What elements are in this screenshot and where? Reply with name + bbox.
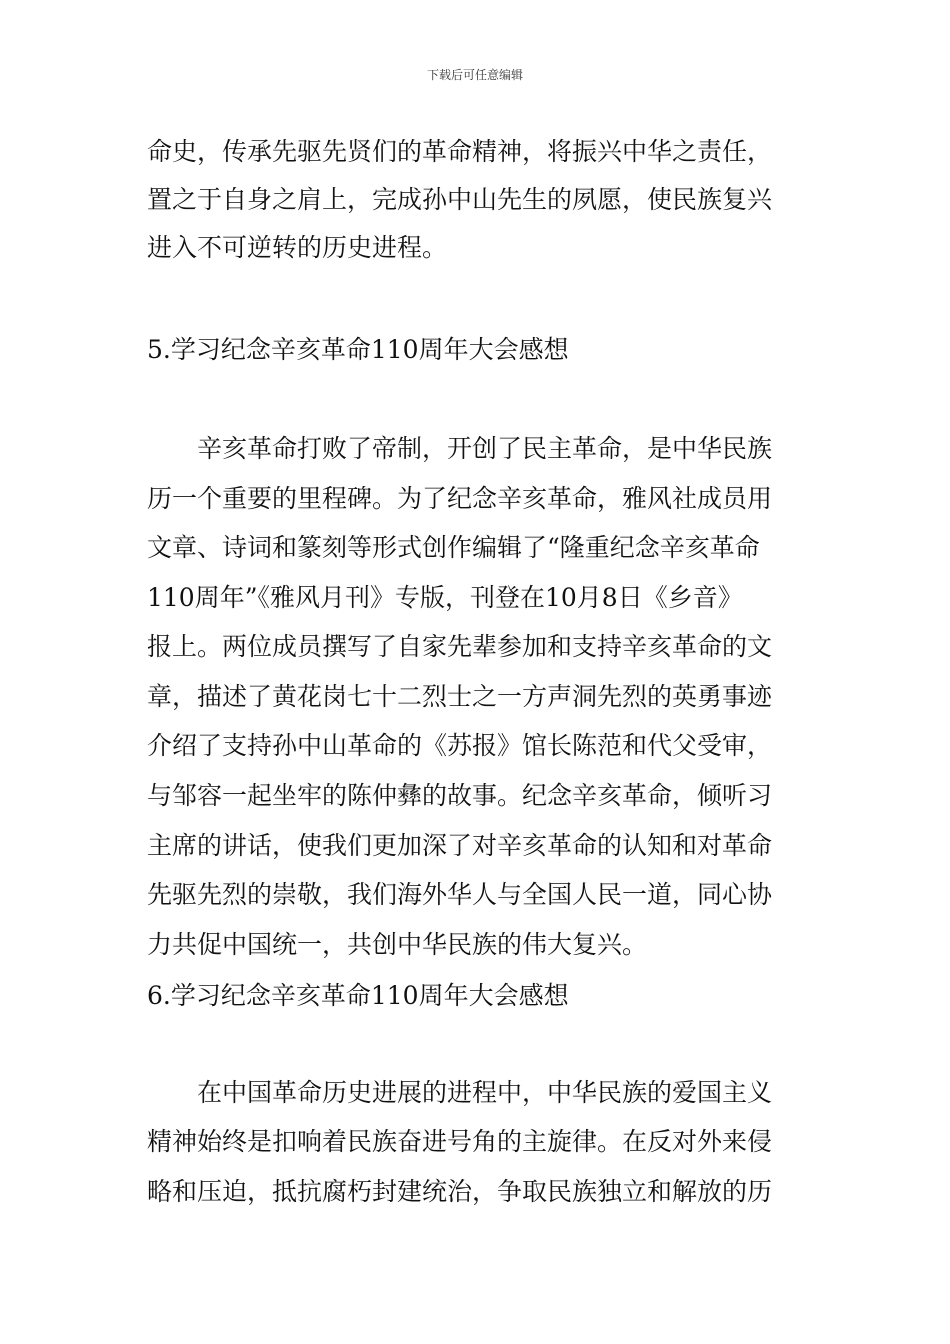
text-line: 力共促中国统一，共创中华民族的伟大复兴。 (147, 930, 648, 959)
text-line: 主席的讲话，使我们更加深了对辛亥革命的认知和对革命 (147, 831, 773, 860)
section-heading-5: 5.学习纪念辛亥革命110周年大会感想 (147, 335, 569, 364)
text-line: 精神始终是扣响着民族奋进号角的主旋律。在反对外来侵 (147, 1127, 773, 1156)
text-line: 章，描述了黄花岗七十二烈士之一方声洞先烈的英勇事迹 (147, 682, 773, 711)
header-note: 下载后可任意编辑 (426, 68, 523, 82)
text-line: 介绍了支持孙中山革命的《苏报》馆长陈范和代父受审， (147, 731, 773, 760)
text-line: 报上。两位成员撰写了自家先辈参加和支持辛亥革命的文 (147, 632, 773, 661)
text-line: 历一个重要的里程碑。为了纪念辛亥革命，雅风社成员用 (147, 484, 773, 513)
text-line: 辛亥革命打败了帝制，开创了民主革命，是中华民族 (197, 434, 773, 463)
section-heading-6: 6.学习纪念辛亥革命110周年大会感想 (147, 981, 569, 1010)
text-line: 在中国革命历史进展的进程中，中华民族的爱国主义 (197, 1078, 773, 1107)
text-line: 略和压迫，抵抗腐朽封建统治，争取民族独立和解放的历 (147, 1177, 773, 1206)
text-line: 与邹容一起坐牢的陈仲彝的故事。纪念辛亥革命，倾听习 (147, 781, 773, 810)
text-line: 进入不可逆转的历史进程。 (147, 233, 448, 262)
text-line: 命史，传承先驱先贤们的革命精神，将振兴中华之责任， (147, 137, 773, 166)
text-line: 先驱先烈的崇敬，我们海外华人与全国人民一道，同心协 (147, 880, 773, 909)
text-line: 文章、诗词和篆刻等形式创作编辑了“隆重纪念辛亥革命 (147, 533, 760, 562)
text-line: 置之于自身之肩上，完成孙中山先生的夙愿，使民族复兴 (147, 185, 773, 214)
text-line: 110周年”《雅风月刊》专版，刊登在10月8日《乡音》 (147, 583, 743, 612)
